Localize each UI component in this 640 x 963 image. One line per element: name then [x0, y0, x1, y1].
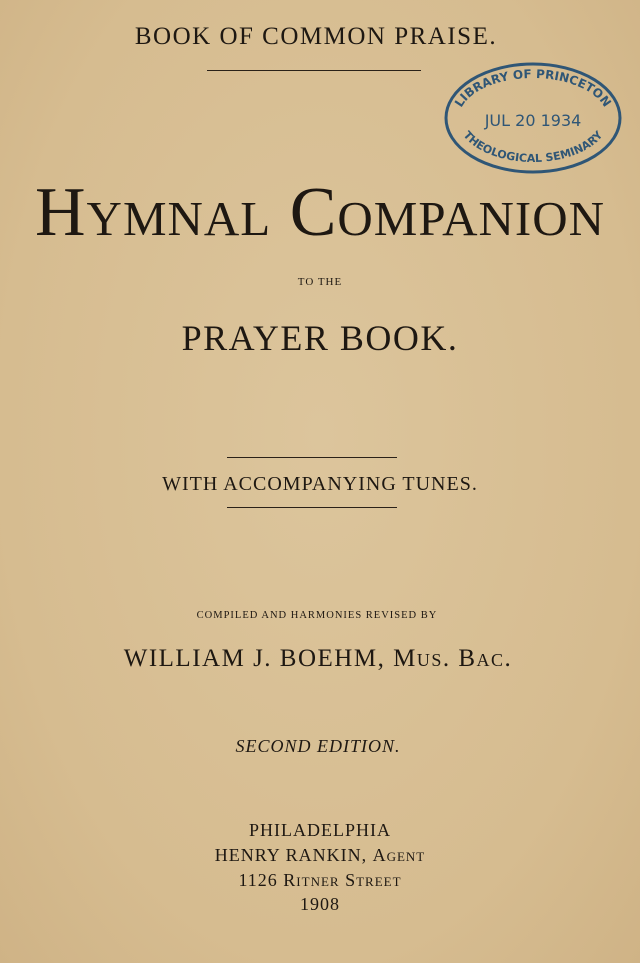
author-name: WILLIAM J. BOEHM,	[123, 645, 386, 672]
edition: SECOND EDITION.	[235, 736, 401, 756]
subtitle: PRAYER BOOK.	[181, 318, 459, 358]
stamp-date: JUL 20 1934	[484, 111, 582, 130]
author-line	[124, 646, 513, 671]
stamp-top-text: LIBRARY OF PRINCETON	[451, 66, 614, 110]
credit-label: COMPILED AND HARMONIES REVISED BY	[196, 610, 438, 621]
publisher-role: Agent	[372, 845, 426, 865]
library-stamp	[442, 60, 624, 176]
imprint-address: 1126 Ritner Street	[238, 870, 402, 890]
imprint-year: 1908	[300, 894, 340, 914]
divider-rule	[227, 457, 397, 458]
title-connector: TO THE	[297, 276, 343, 288]
publisher-name: HENRY RANKIN,	[214, 845, 368, 865]
divider-rule	[227, 507, 397, 508]
main-title: Hymnal Companion	[35, 174, 605, 251]
author-degree: Mus. Bac.	[393, 645, 513, 672]
imprint-publisher	[215, 846, 426, 864]
divider-rule	[207, 70, 421, 71]
stamp-bottom-text: THEOLOGICAL SEMINARY	[460, 128, 606, 166]
tunes-note: WITH ACCOMPANYING TUNES.	[162, 473, 478, 495]
imprint-city: PHILADELPHIA	[249, 820, 391, 840]
series-title: BOOK OF COMMON PRAISE.	[134, 23, 498, 50]
